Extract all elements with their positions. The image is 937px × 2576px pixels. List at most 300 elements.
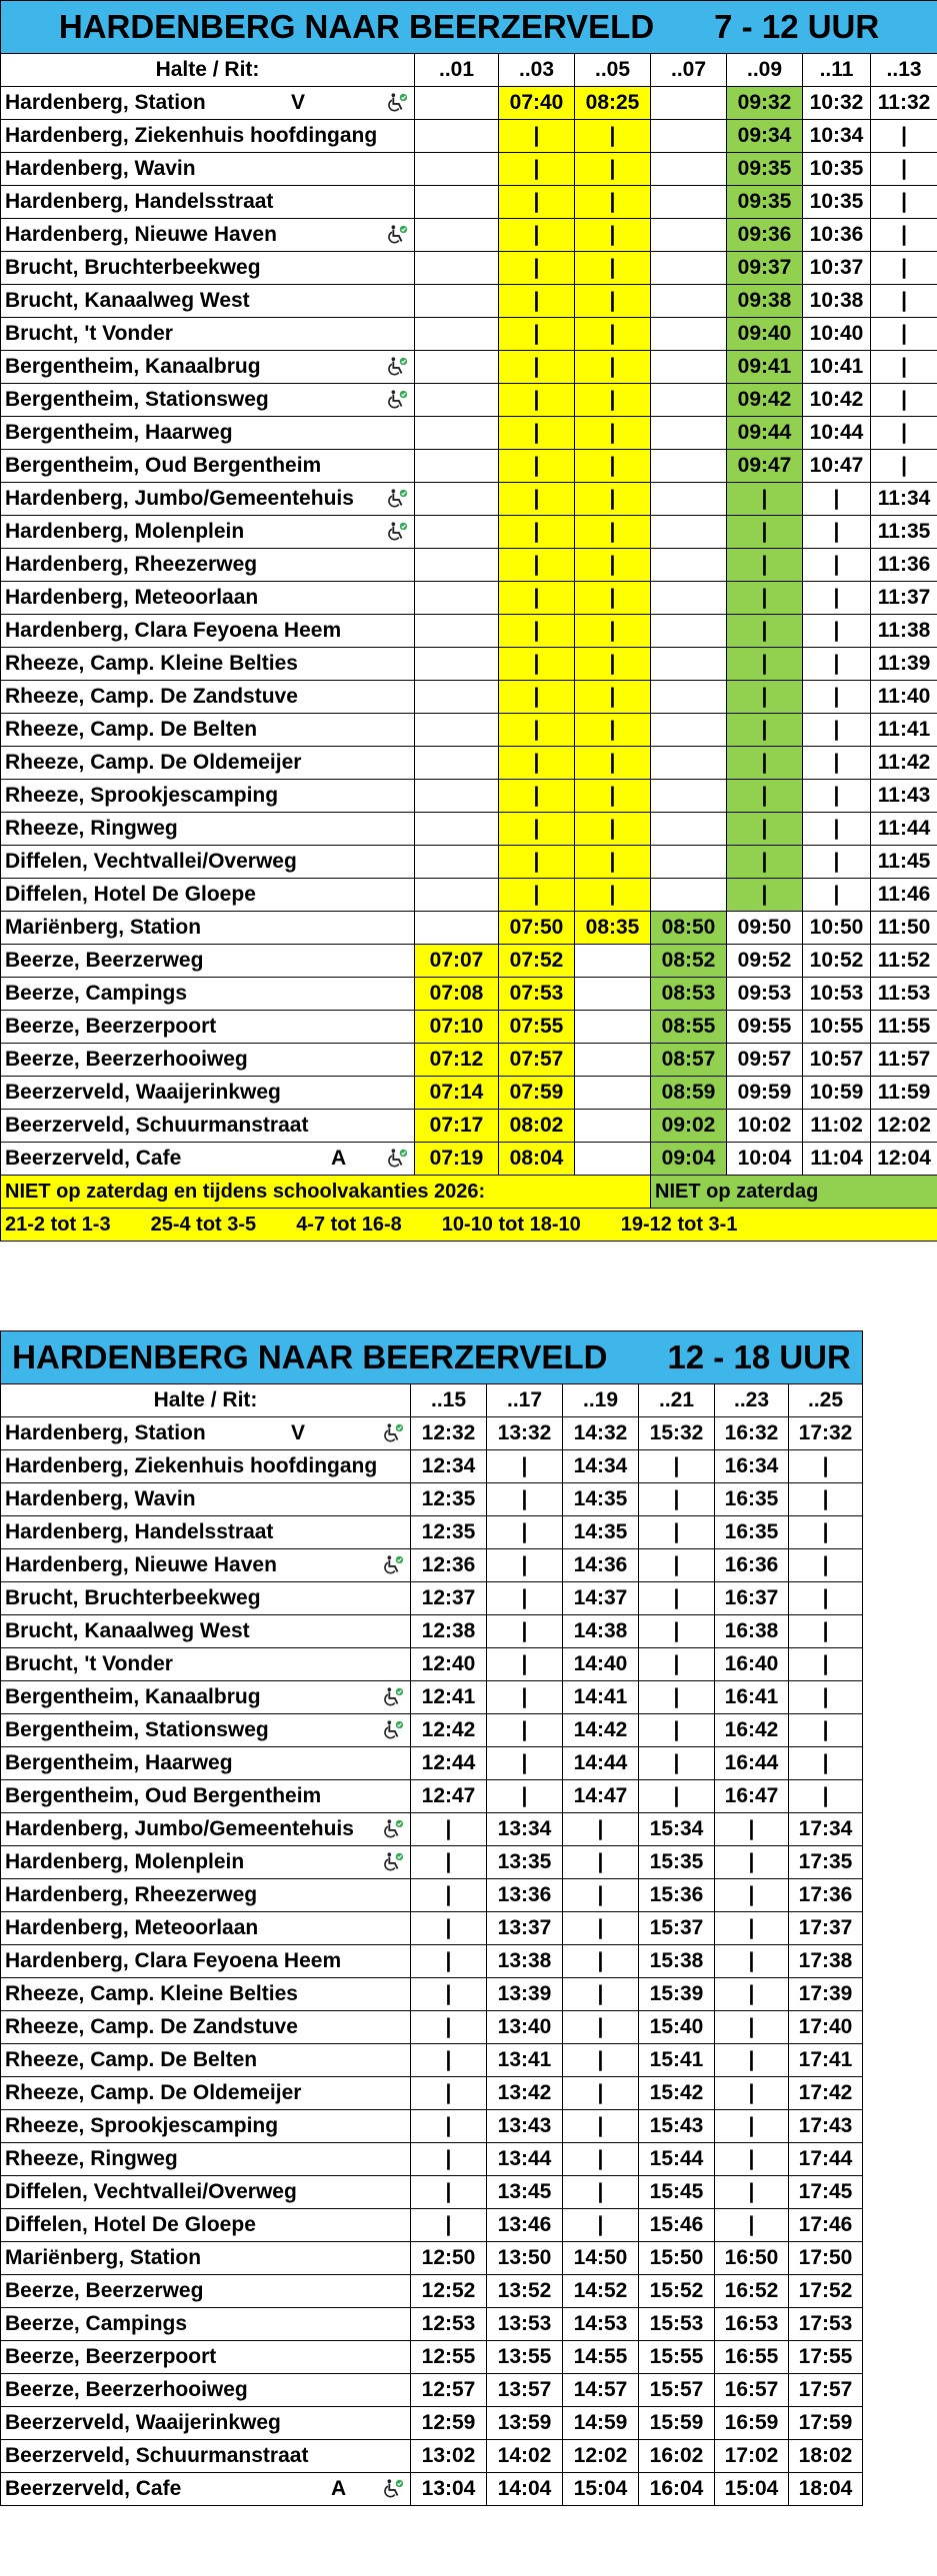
departure-time: | [563,1879,639,1912]
departure-time: | [563,2176,639,2209]
departure-time: 10:41 [803,351,871,384]
departure-time: | [871,450,937,483]
departure-time: | [499,219,575,252]
departure-time: 15:52 [639,2275,715,2308]
stop-label: Rheeze, Camp. De Belten [5,2048,258,2071]
table-title [1,1331,863,1384]
departure-time: | [499,483,575,516]
departure-time [415,318,499,351]
table-row [1,120,937,153]
departure-time: 14:37 [563,1582,639,1615]
departure-time: | [499,747,575,780]
stop-label: Rheeze, Camp. De Belten [5,718,258,741]
departure-time: 10:35 [803,153,871,186]
departure-time: 15:42 [639,2077,715,2110]
column-header: ..09 [727,54,803,87]
departure-time: 14:50 [563,2242,639,2275]
departure-time: | [789,1615,863,1648]
departure-time: 14:34 [563,1450,639,1483]
departure-time: | [715,2209,789,2242]
departure-time: | [727,714,803,747]
stop-name [1,780,415,813]
departure-time: 10:53 [803,978,871,1011]
stop-label: Beerze, Beerzerweg [5,2279,204,2302]
departure-time: 09:53 [727,978,803,1011]
departure-time: 13:59 [487,2407,563,2440]
stop-label: Diffelen, Vechtvallei/Overweg [5,850,297,873]
departure-time: 15:57 [639,2374,715,2407]
departure-time: 17:57 [789,2374,863,2407]
stop-label: Hardenberg, Jumbo/Gemeentehuis [5,487,354,510]
stop-name [1,417,415,450]
stop-label: Rheeze, Sprookjescamping [5,784,279,807]
stop-label: Brucht, Bruchterbeekweg [5,1586,261,1609]
stop-name [1,2341,411,2374]
departure-time: 09:55 [727,1011,803,1044]
departure-time: 11:57 [871,1044,937,1077]
header-label: Halte / Rit: [1,1384,411,1417]
departure-time: 17:41 [789,2044,863,2077]
column-header: ..07 [651,54,727,87]
departure-time: | [499,714,575,747]
departure-time: | [575,714,651,747]
stop-name [1,1681,411,1714]
table-row [1,813,937,846]
stop-name [1,120,415,153]
table-row [1,945,937,978]
departure-time [415,87,499,120]
departure-time: | [563,1912,639,1945]
departure-time [415,384,499,417]
note-not-saturday: NIET op zaterdag [651,1176,937,1209]
departure-time: 12:35 [411,1483,487,1516]
departure-time: | [803,714,871,747]
departure-time: | [871,318,937,351]
departure-time: 15:53 [639,2308,715,2341]
stop-name [1,2308,411,2341]
departure-time: 15:38 [639,1945,715,1978]
stop-label: Beerzerveld, Waaijerinkweg [5,2411,281,2434]
column-header: ..21 [639,1384,715,1417]
table-row [1,219,937,252]
departure-time: 14:55 [563,2341,639,2374]
departure-time: 17:37 [789,1912,863,1945]
departure-time: 07:53 [499,978,575,1011]
departure-time [415,417,499,450]
departure-time: | [563,1978,639,2011]
departure-time: | [487,1648,563,1681]
stop-name [1,1747,411,1780]
stop-marker: V [291,91,306,114]
title-route: HARDENBERG NAAR BEERZERVELD [12,1338,608,1375]
departure-time: 16:50 [715,2242,789,2275]
departure-time: | [871,417,937,450]
header-row [1,54,937,87]
stop-name [1,1549,411,1582]
departure-time: 14:32 [563,1417,639,1450]
table-row [1,2011,863,2044]
departure-time: | [575,780,651,813]
departure-time: 13:35 [487,1846,563,1879]
departure-time: 16:36 [715,1549,789,1582]
departure-time [651,879,727,912]
departure-time: 17:44 [789,2143,863,2176]
wheelchair-accessible-icon [386,488,408,510]
departure-time [415,582,499,615]
departure-time [651,153,727,186]
departure-time: 07:14 [415,1077,499,1110]
stop-label: Diffelen, Vechtvallei/Overweg [5,2180,297,2203]
timetable-morning [0,0,937,1242]
wheelchair-accessible-icon [386,224,408,246]
departure-time: | [639,1516,715,1549]
departure-time: | [715,2044,789,2077]
stop-label: Bergentheim, Kanaalbrug [5,1685,261,1708]
stop-name [1,1879,411,1912]
title-row [1,1331,863,1384]
departure-time: 10:44 [803,417,871,450]
departure-time: 13:36 [487,1879,563,1912]
departure-time: 11:41 [871,714,937,747]
departure-time: 10:34 [803,120,871,153]
stop-label: Hardenberg, Clara Feyoena Heem [5,619,342,642]
departure-time: 17:36 [789,1879,863,1912]
departure-time: 12:36 [411,1549,487,1582]
departure-time [651,450,727,483]
table-row [1,1417,863,1450]
departure-time [651,813,727,846]
stop-label: Bergentheim, Oud Bergentheim [5,1784,322,1807]
departure-time: 16:35 [715,1516,789,1549]
stop-name [1,2176,411,2209]
departure-time: | [499,879,575,912]
departure-time: | [499,186,575,219]
departure-time [651,549,727,582]
departure-time: 15:44 [639,2143,715,2176]
header-label: Halte / Rit: [1,54,415,87]
departure-time: | [575,417,651,450]
departure-time [651,780,727,813]
stop-label: Rheeze, Camp. De Oldemeijer [5,751,302,774]
departure-time: | [563,1813,639,1846]
table-row [1,450,937,483]
departure-time: | [411,1846,487,1879]
departure-time: 14:04 [487,2473,563,2506]
stop-marker: V [291,1421,306,1444]
departure-time: 13:37 [487,1912,563,1945]
departure-time [651,120,727,153]
table-row [1,483,937,516]
table-row [1,186,937,219]
departure-time: | [715,2077,789,2110]
departure-time: | [499,318,575,351]
table-row [1,1978,863,2011]
stop-label: Hardenberg, Molenplein [5,520,245,543]
departure-time: | [499,417,575,450]
stop-label: Hardenberg, Rheezerweg [5,1883,258,1906]
departure-time: 11:59 [871,1077,937,1110]
table-row [1,1846,863,1879]
departure-time: 11:32 [871,87,937,120]
departure-time [415,846,499,879]
table-row [1,87,937,120]
stop-name [1,1978,411,2011]
departure-time: 16:44 [715,1747,789,1780]
stop-name [1,2143,411,2176]
departure-time: 16:59 [715,2407,789,2440]
departure-time: | [575,549,651,582]
stop-label: Hardenberg, Rheezerweg [5,553,258,576]
departure-time: | [871,153,937,186]
stop-name [1,1648,411,1681]
departure-time: 16:47 [715,1780,789,1813]
column-header: ..17 [487,1384,563,1417]
departure-time [651,648,727,681]
departure-time [575,978,651,1011]
departure-time: | [575,219,651,252]
departure-time [415,747,499,780]
departure-time: | [803,615,871,648]
table-row [1,2440,863,2473]
stop-label: Hardenberg, Nieuwe Haven [5,223,277,246]
departure-time [651,417,727,450]
stop-name [1,384,415,417]
table-row [1,2473,863,2506]
table-row [1,1044,937,1077]
departure-time: | [871,219,937,252]
departure-time: 13:43 [487,2110,563,2143]
departure-time: 15:32 [639,1417,715,1450]
departure-time: 13:45 [487,2176,563,2209]
departure-time [415,450,499,483]
departure-time: 08:50 [651,912,727,945]
table-row [1,714,937,747]
table-row [1,1516,863,1549]
departure-time: 14:47 [563,1780,639,1813]
stop-name [1,1044,415,1077]
departure-time: 11:40 [871,681,937,714]
departure-time: | [563,1846,639,1879]
departure-time: 12:02 [871,1110,937,1143]
departure-time: 07:50 [499,912,575,945]
holiday-period: 25-4 tot 3-5 [150,1214,257,1236]
departure-time: 15:37 [639,1912,715,1945]
departure-time: | [871,120,937,153]
departure-time [415,615,499,648]
departure-time: | [411,2176,487,2209]
stop-name [1,1780,411,1813]
departure-time: | [575,384,651,417]
departure-time: | [575,648,651,681]
departure-time: 12:02 [563,2440,639,2473]
departure-time [651,747,727,780]
departure-time: 12:38 [411,1615,487,1648]
departure-time: 15:36 [639,1879,715,1912]
departure-time: | [411,1879,487,1912]
table-row [1,153,937,186]
stop-name [1,2440,411,2473]
section-gap [0,1295,937,1329]
table-row [1,615,937,648]
departure-time: 11:39 [871,648,937,681]
departure-time: 18:02 [789,2440,863,2473]
table-row [1,516,937,549]
departure-time: | [411,2209,487,2242]
stop-label: Bergentheim, Haarweg [5,1751,233,1774]
departure-time: | [499,153,575,186]
stop-name [1,87,415,120]
departure-time [575,1110,651,1143]
departure-time: | [487,1549,563,1582]
departure-time: | [411,2077,487,2110]
table-row [1,879,937,912]
departure-time: | [727,549,803,582]
table-row [1,1813,863,1846]
stop-label: Beerzerveld, Schuurmanstraat [5,1114,309,1137]
departure-time: | [487,1780,563,1813]
departure-time: | [803,549,871,582]
departure-time: 08:35 [575,912,651,945]
departure-time [575,1143,651,1176]
holiday-periods [1,1209,937,1242]
departure-time: 16:34 [715,1450,789,1483]
departure-time: | [727,813,803,846]
departure-time: | [715,1813,789,1846]
departure-time: 13:39 [487,1978,563,2011]
departure-time: 11:53 [871,978,937,1011]
stop-label: Bergentheim, Stationsweg [5,1718,269,1741]
departure-time: | [563,2110,639,2143]
departure-time: | [871,252,937,285]
departure-time: | [575,516,651,549]
departure-time: 15:55 [639,2341,715,2374]
departure-time: | [803,582,871,615]
stop-label: Rheeze, Camp. Kleine Belties [5,652,298,675]
header-row [1,1384,863,1417]
table-row [1,252,937,285]
departure-time: | [639,1681,715,1714]
departure-time: | [789,1582,863,1615]
departure-time: 12:50 [411,2242,487,2275]
departure-time: 10:50 [803,912,871,945]
departure-time: 15:04 [715,2473,789,2506]
departure-time: | [575,252,651,285]
stop-label: Hardenberg, Meteoorlaan [5,586,259,609]
stop-label: Hardenberg, Ziekenhuis hoofdingang [5,1454,378,1477]
departure-time: 16:04 [639,2473,715,2506]
departure-time: 10:37 [803,252,871,285]
departure-time [415,483,499,516]
departure-time: | [575,318,651,351]
stop-name [1,450,415,483]
departure-time: 13:55 [487,2341,563,2374]
departure-time: 16:35 [715,1483,789,1516]
stop-name [1,2374,411,2407]
departure-time: | [715,2110,789,2143]
table-row [1,1912,863,1945]
departure-time: | [789,1516,863,1549]
departure-time: 16:38 [715,1615,789,1648]
departure-time: | [803,747,871,780]
stop-label: Beerzerveld, Schuurmanstraat [5,2444,309,2467]
table-row [1,1549,863,1582]
holidays-row [1,1209,937,1242]
departure-time: 16:02 [639,2440,715,2473]
table-row [1,285,937,318]
departure-time: | [803,648,871,681]
stop-label: Rheeze, Camp. De Oldemeijer [5,2081,302,2104]
departure-time: 10:57 [803,1044,871,1077]
departure-time: 07:40 [499,87,575,120]
departure-time: | [499,615,575,648]
stop-name [1,1077,415,1110]
stop-name [1,615,415,648]
column-header: ..19 [563,1384,639,1417]
table-row [1,1747,863,1780]
departure-time: | [411,2044,487,2077]
departure-time: 17:32 [789,1417,863,1450]
departure-time: 10:40 [803,318,871,351]
stop-label: Brucht, Bruchterbeekweg [5,256,261,279]
table-row [1,846,937,879]
departure-time: | [789,1681,863,1714]
departure-time: 13:34 [487,1813,563,1846]
departure-time: | [499,648,575,681]
stop-label: Beerze, Campings [5,982,188,1005]
stop-name [1,2077,411,2110]
stop-name [1,318,415,351]
departure-time: 13:57 [487,2374,563,2407]
departure-time: | [803,681,871,714]
departure-time [651,615,727,648]
stop-label: Rheeze, Sprookjescamping [5,2114,279,2137]
departure-time: | [727,648,803,681]
table-row [1,2143,863,2176]
stop-marker: A [331,2477,347,2500]
table-row [1,912,937,945]
departure-time: 08:25 [575,87,651,120]
departure-time: 13:32 [487,1417,563,1450]
stop-name [1,747,415,780]
departure-time: 09:35 [727,186,803,219]
departure-time: 07:12 [415,1044,499,1077]
departure-time: 07:19 [415,1143,499,1176]
departure-time: | [499,780,575,813]
stop-name [1,2473,411,2506]
departure-time: | [575,879,651,912]
title-route: HARDENBERG NAAR BEERZERVELD [58,8,655,45]
departure-time: | [411,1945,487,1978]
departure-time: 12:34 [411,1450,487,1483]
stop-label: Diffelen, Hotel De Gloepe [5,883,256,906]
departure-time: 16:32 [715,1417,789,1450]
departure-time: 15:40 [639,2011,715,2044]
departure-time [415,912,499,945]
departure-time [651,384,727,417]
departure-time [651,252,727,285]
departure-time: 14:53 [563,2308,639,2341]
stop-name [1,582,415,615]
stop-name [1,912,415,945]
table-row [1,1450,863,1483]
table-row [1,1681,863,1714]
table-row [1,1879,863,1912]
departure-time: 11:55 [871,1011,937,1044]
stop-label: Beerze, Beerzerweg [5,949,204,972]
stop-label: Mariënberg, Station [5,2246,202,2269]
departure-time: 13:46 [487,2209,563,2242]
departure-time: 13:53 [487,2308,563,2341]
